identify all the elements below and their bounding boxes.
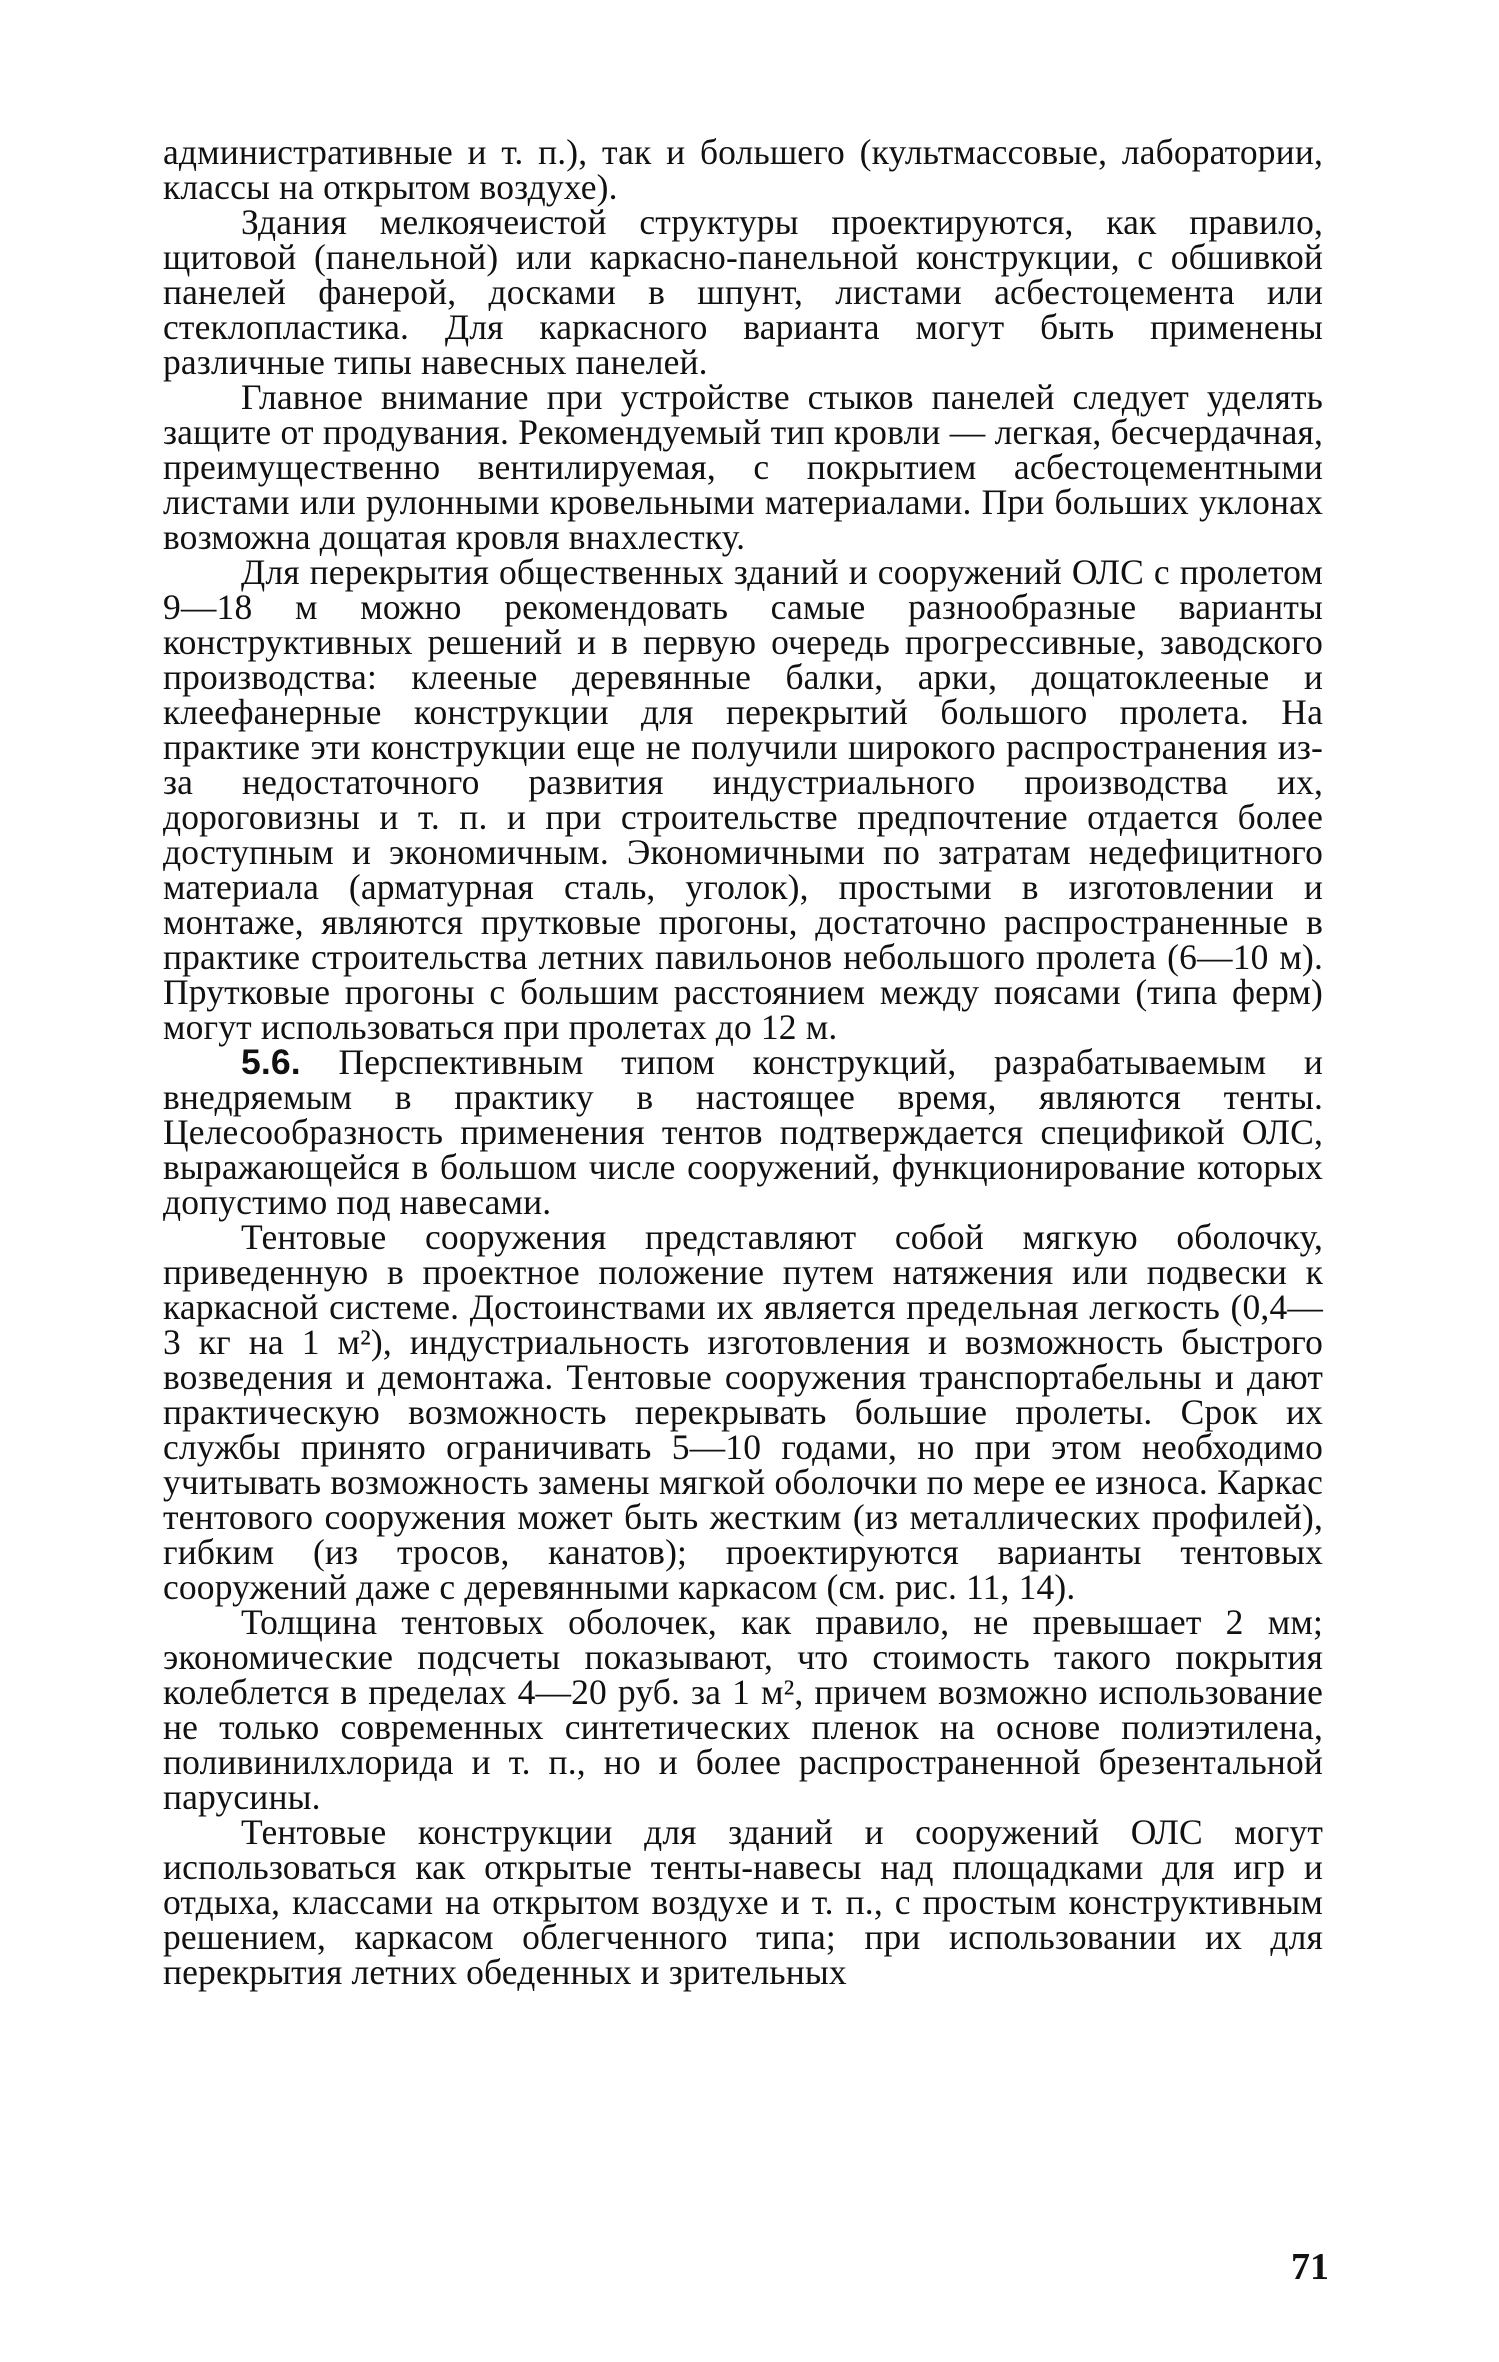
paragraph-5 (163, 1042, 1323, 1222)
page-body (163, 132, 1323, 1992)
page-number: 71 (1291, 2246, 1329, 2288)
paragraph-7: Толщина тентовых оболочек, как правило, не превышает 2 мм; экономические подсчеты показывают, что стоимость такого покрытия колеблется в пределах 4—20 руб. за 1 м², причем возможно использование не только современных синтетических пленок на основе полиэтилена, поливинилхлорида и т. п., но и более распространенной брезентальной парусины. (163, 1602, 1323, 1817)
section-number: 5.6. (241, 1042, 301, 1082)
paragraph-2: Здания мелкоячеистой структуры проектируются, как правило, щитовой (панельной) или каркасно-панельной конструкции, с обшивкой панелей фанерой, досками в шпунт, листами асбестоцемента или стеклопластика. Для каркасного варианта могут быть применены различные типы навесных панелей. (163, 202, 1323, 382)
paragraph-6: Тентовые сооружения представляют собой мягкую оболочку, приведенную в проектное положение путем натяжения или подвески к каркасной системе. Достоинствами их является предельная легкость (0,4—3 кг на 1 м²), индустриальность изготовления и возможность быстрого возведения и демонтажа. Тентовые сооружения транспортабельны и дают практическую возможность перекрывать большие пролеты. Срок их службы принято ограничивать 5—10 годами, но при этом необходимо учитывать возможность замены мягкой оболочки по мере ее износа. Каркас тентового сооружения может быть жестким (из металлических профилей), гибким (из тросов, канатов); проектируются варианты тентовых сооружений даже с деревянными каркасом (см. рис. 11, 14). (163, 1217, 1323, 1607)
paragraph-4: Для перекрытия общественных зданий и сооружений ОЛС с пролетом 9—18 м можно рекомендовать самые разнообразные варианты конструктивных решений и в первую очередь прогрессивные, заводского производства: клееные деревянные балки, арки, дощатоклееные и клеефанерные конструкции для перекрытий большого пролета. На практике эти конструкции еще не получили широкого распространения из-за недостаточного развития индустриального производства их, дороговизны и т. п. и при строительстве предпочтение отдается более доступным и экономичным. Экономичными по затратам недефицитного материала (арматурная сталь, уголок), простыми в изготовлении и монтаже, являются прутковые прогоны, достаточно распространенные в практике строительства летних павильонов небольшого пролета (6—10 м). Прутковые прогоны с большим расстоянием между поясами (типа ферм) могут использоваться при пролетах до 12 м. (163, 552, 1323, 1047)
paragraph-1: административные и т. п.), так и большего (культмассовые, лаборатории, классы на открытом воздухе). (163, 132, 1323, 207)
paragraph-3: Главное внимание при устройстве стыков панелей следует уделять защите от продувания. Рекомендуемый тип кровли — легкая, бесчердачная, преимущественно вентилируемая, с покрытием асбестоцементными листами или рулонными кровельными материалами. При больших уклонах возможна дощатая кровля внахлестку. (163, 377, 1323, 557)
paragraph-5-text: Перспективным типом конструкций, разрабатываемым и внедряемым в практику в настоящее время, являются тенты. Целесообразность применения тентов подтверждается спецификой ОЛС, выражающейся в большом числе сооружений, функционирование которых допустимо под навесами. (163, 1042, 1323, 1222)
paragraph-8: Тентовые конструкции для зданий и сооружений ОЛС могут использоваться как открытые тенты-навесы над площадками для игр и отдыха, классами на открытом воздухе и т. п., с простым конструктивным решением, каркасом облегченного типа; при использовании их для перекрытия летних обеденных и зрительных (163, 1812, 1323, 1992)
